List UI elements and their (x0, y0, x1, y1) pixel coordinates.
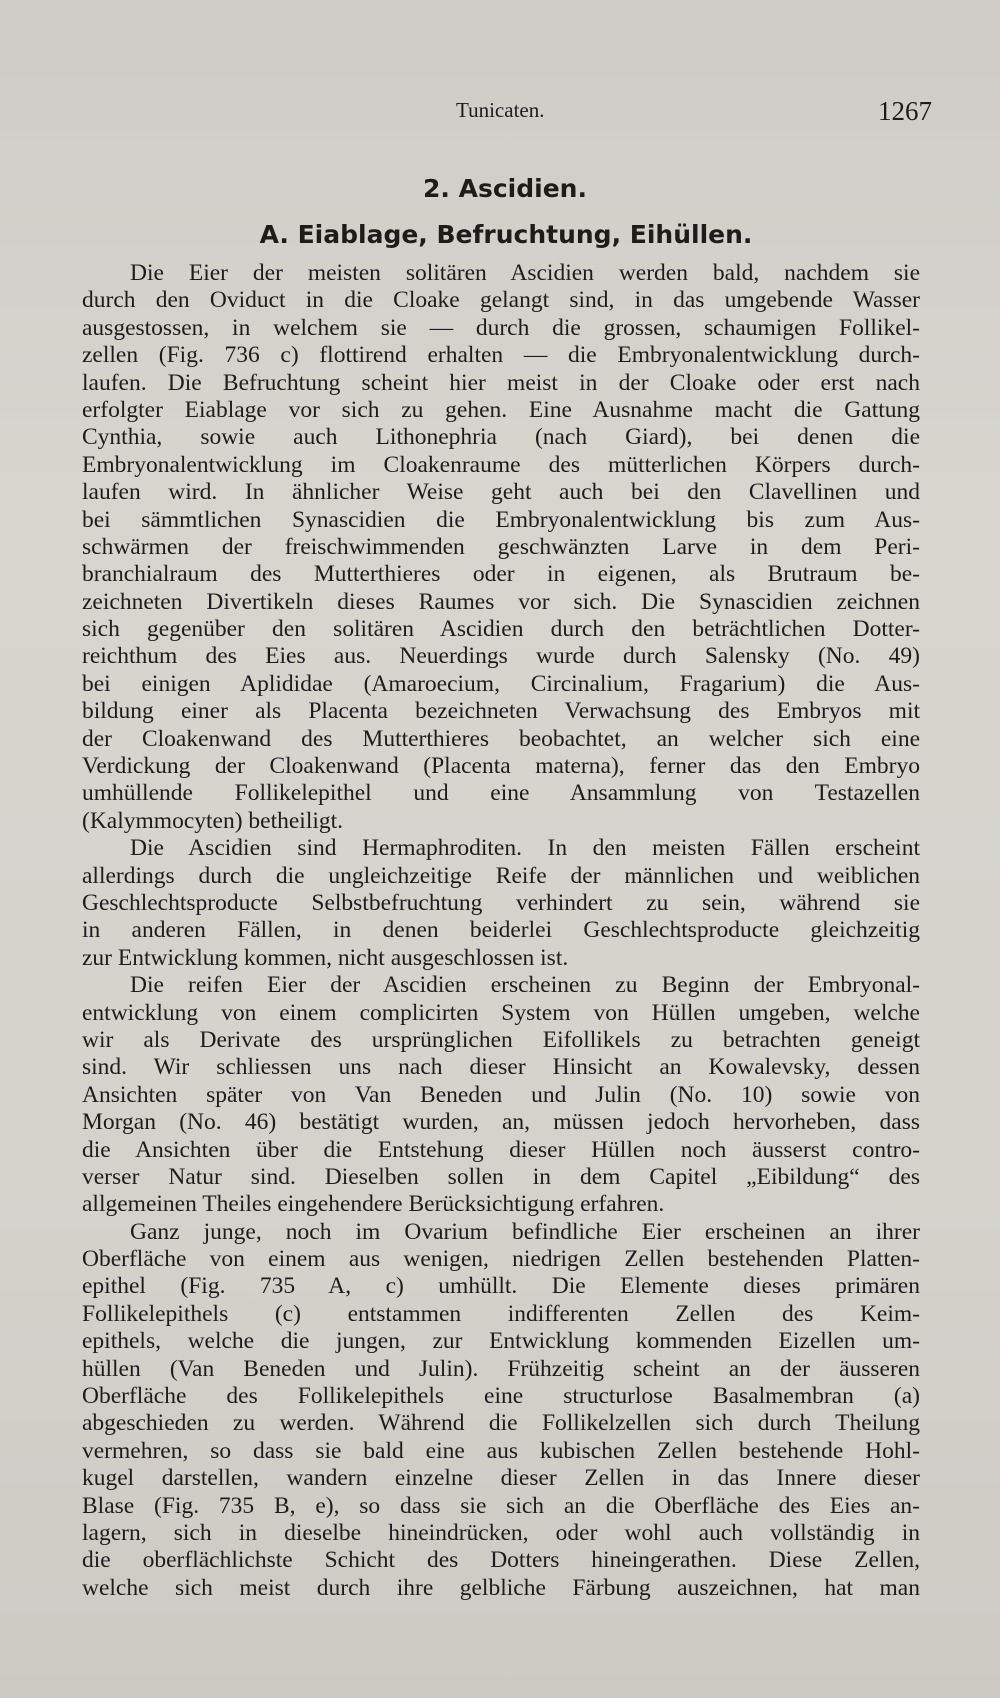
text-line: Ansichten später von Van Beneden und Julin (No. 10) sowie von (82, 1081, 920, 1108)
text-line: kugel darstellen, wandern einzelne dieser Zellen in das Innere dieser (82, 1465, 920, 1492)
text-line: der Cloakenwand des Mutterthieres beobachtet, an welcher sich eine (82, 725, 920, 752)
text-line: epithels, welche die jungen, zur Entwicklung kommenden Eizellen um- (82, 1328, 920, 1355)
text-line: reichthum des Eies aus. Neuerdings wurde durch Salensky (No. 49) (82, 643, 920, 670)
text-line: Embryonalentwicklung im Cloakenraume des mütterlichen Körpers durch- (82, 451, 920, 478)
text-line: zur Entwicklung kommen, nicht ausgeschlossen ist. (82, 944, 569, 971)
text-line: wir als Derivate des ursprünglichen Eifollikels zu betrachten geneigt (82, 1026, 920, 1053)
text-line: die Ansichten über die Entstehung dieser Hüllen noch äusserst contro- (82, 1136, 920, 1163)
text-line: epithel (Fig. 735 A, c) umhüllt. Die Elemente dieses primären (82, 1273, 920, 1300)
text-line: sich gegenüber den solitären Ascidien durch den beträchtlichen Dotter- (82, 616, 920, 643)
text-line: vermehren, so dass sie bald eine aus kubischen Zellen bestehende Hohl- (82, 1437, 920, 1464)
text-line: abgeschieden zu werden. Während die Follikelzellen sich durch Theilung (82, 1410, 920, 1437)
text-line: allerdings durch die ungleichzeitige Reife der männlichen und weiblichen (82, 862, 920, 889)
text-line: Ganz junge, noch im Ovarium befindliche Eier erscheinen an ihrer (130, 1218, 920, 1245)
text-line: zellen (Fig. 736 c) flottirend erhalten — die Embryonalentwicklung durch- (82, 342, 920, 369)
text-line: laufen. Die Befruchtung scheint hier meist in der Cloake oder erst nach (82, 369, 920, 396)
text-line: Verdickung der Cloakenwand (Placenta materna), ferner das den Embryo (82, 753, 920, 780)
subsection-heading: A. Eiablage, Befruchtung, Eihüllen. (259, 220, 753, 249)
text-line: (Kalymmocyten) betheiligt. (82, 807, 344, 834)
text-line: lagern, sich in dieselbe hineindrücken, oder wohl auch vollständig in (82, 1519, 920, 1546)
running-title: Tunicaten. (456, 98, 545, 122)
text-line: welche sich meist durch ihre gelbliche Färbung auszeichnen, hat man (82, 1574, 920, 1601)
running-head (0, 96, 1000, 130)
text-line: umhüllende Follikelepithel und eine Ansammlung von Testazellen (82, 780, 920, 807)
text-line: durch den Oviduct in die Cloake gelangt sind, in das umgebende Wasser (82, 287, 920, 314)
text-line: schwärmen der freischwimmenden geschwänzten Larve in dem Peri- (82, 533, 920, 560)
text-line: laufen wird. In ähnlicher Weise geht auch bei den Clavellinen und (82, 479, 920, 506)
text-line: Die Eier der meisten solitären Ascidien werden bald, nachdem sie (130, 260, 920, 286)
text-line: in anderen Fällen, in denen beiderlei Geschlechtsproducte gleichzeitig (82, 917, 920, 944)
page-number: 1267 (878, 96, 932, 126)
text-line: verser Natur sind. Dieselben sollen in dem Capitel „Eibildung“ des (82, 1163, 920, 1190)
text-line: bildung einer als Placenta bezeichneten Verwachsung des Embryos mit (82, 698, 920, 725)
text-line: Follikelepithels (c) entstammen indifferenten Zellen des Keim- (82, 1300, 920, 1327)
body-text (82, 260, 920, 1602)
text-line: sind. Wir schliessen uns nach dieser Hinsicht an Kowalevsky, dessen (82, 1054, 920, 1081)
text-line: bei sämmtlichen Synascidien die Embryonalentwicklung bis zum Aus- (82, 506, 920, 533)
text-line: Oberfläche von einem aus wenigen, niedrigen Zellen bestehenden Platten- (82, 1246, 920, 1273)
section-heading: 2. Ascidien. (423, 174, 587, 203)
text-line: Oberfläche des Follikelepithels eine structurlose Basalmembran (a) (82, 1383, 920, 1410)
text-line: branchialraum des Mutterthieres oder in eigenen, als Brutraum be- (82, 561, 920, 588)
text-line: Die Ascidien sind Hermaphroditen. In den meisten Fällen erscheint (130, 835, 920, 862)
text-line: Geschlechtsproducte Selbstbefruchtung verhindert zu sein, während sie (82, 889, 920, 916)
text-line: Morgan (No. 46) bestätigt wurden, an, müssen jedoch hervorheben, dass (82, 1109, 920, 1136)
text-line: Cynthia, sowie auch Lithonephria (nach Giard), bei denen die (82, 424, 920, 451)
text-line: hüllen (Van Beneden und Julin). Frühzeitig scheint an der äusseren (82, 1355, 920, 1382)
text-line: entwicklung von einem complicirten System von Hüllen umgeben, welche (82, 999, 920, 1026)
text-line: ausgestossen, in welchem sie — durch die grossen, schaumigen Follikel- (82, 314, 920, 341)
text-line: Die reifen Eier der Ascidien erscheinen zu Beginn der Embryonal- (130, 972, 920, 999)
text-line: zeichneten Divertikeln dieses Raumes vor sich. Die Synascidien zeichnen (82, 588, 920, 615)
text-line: allgemeinen Theiles eingehendere Berücksichtigung erfahren. (82, 1191, 665, 1218)
text-line: Blase (Fig. 735 B, e), so dass sie sich an die Oberfläche des Eies an- (82, 1492, 920, 1519)
text-line: die oberflächlichste Schicht des Dotters hineingerathen. Diese Zellen, (82, 1547, 920, 1574)
text-line: erfolgter Eiablage vor sich zu gehen. Eine Ausnahme macht die Gattung (82, 396, 920, 423)
text-line: bei einigen Aplididae (Amaroecium, Circinalium, Fragarium) die Aus- (82, 670, 920, 697)
